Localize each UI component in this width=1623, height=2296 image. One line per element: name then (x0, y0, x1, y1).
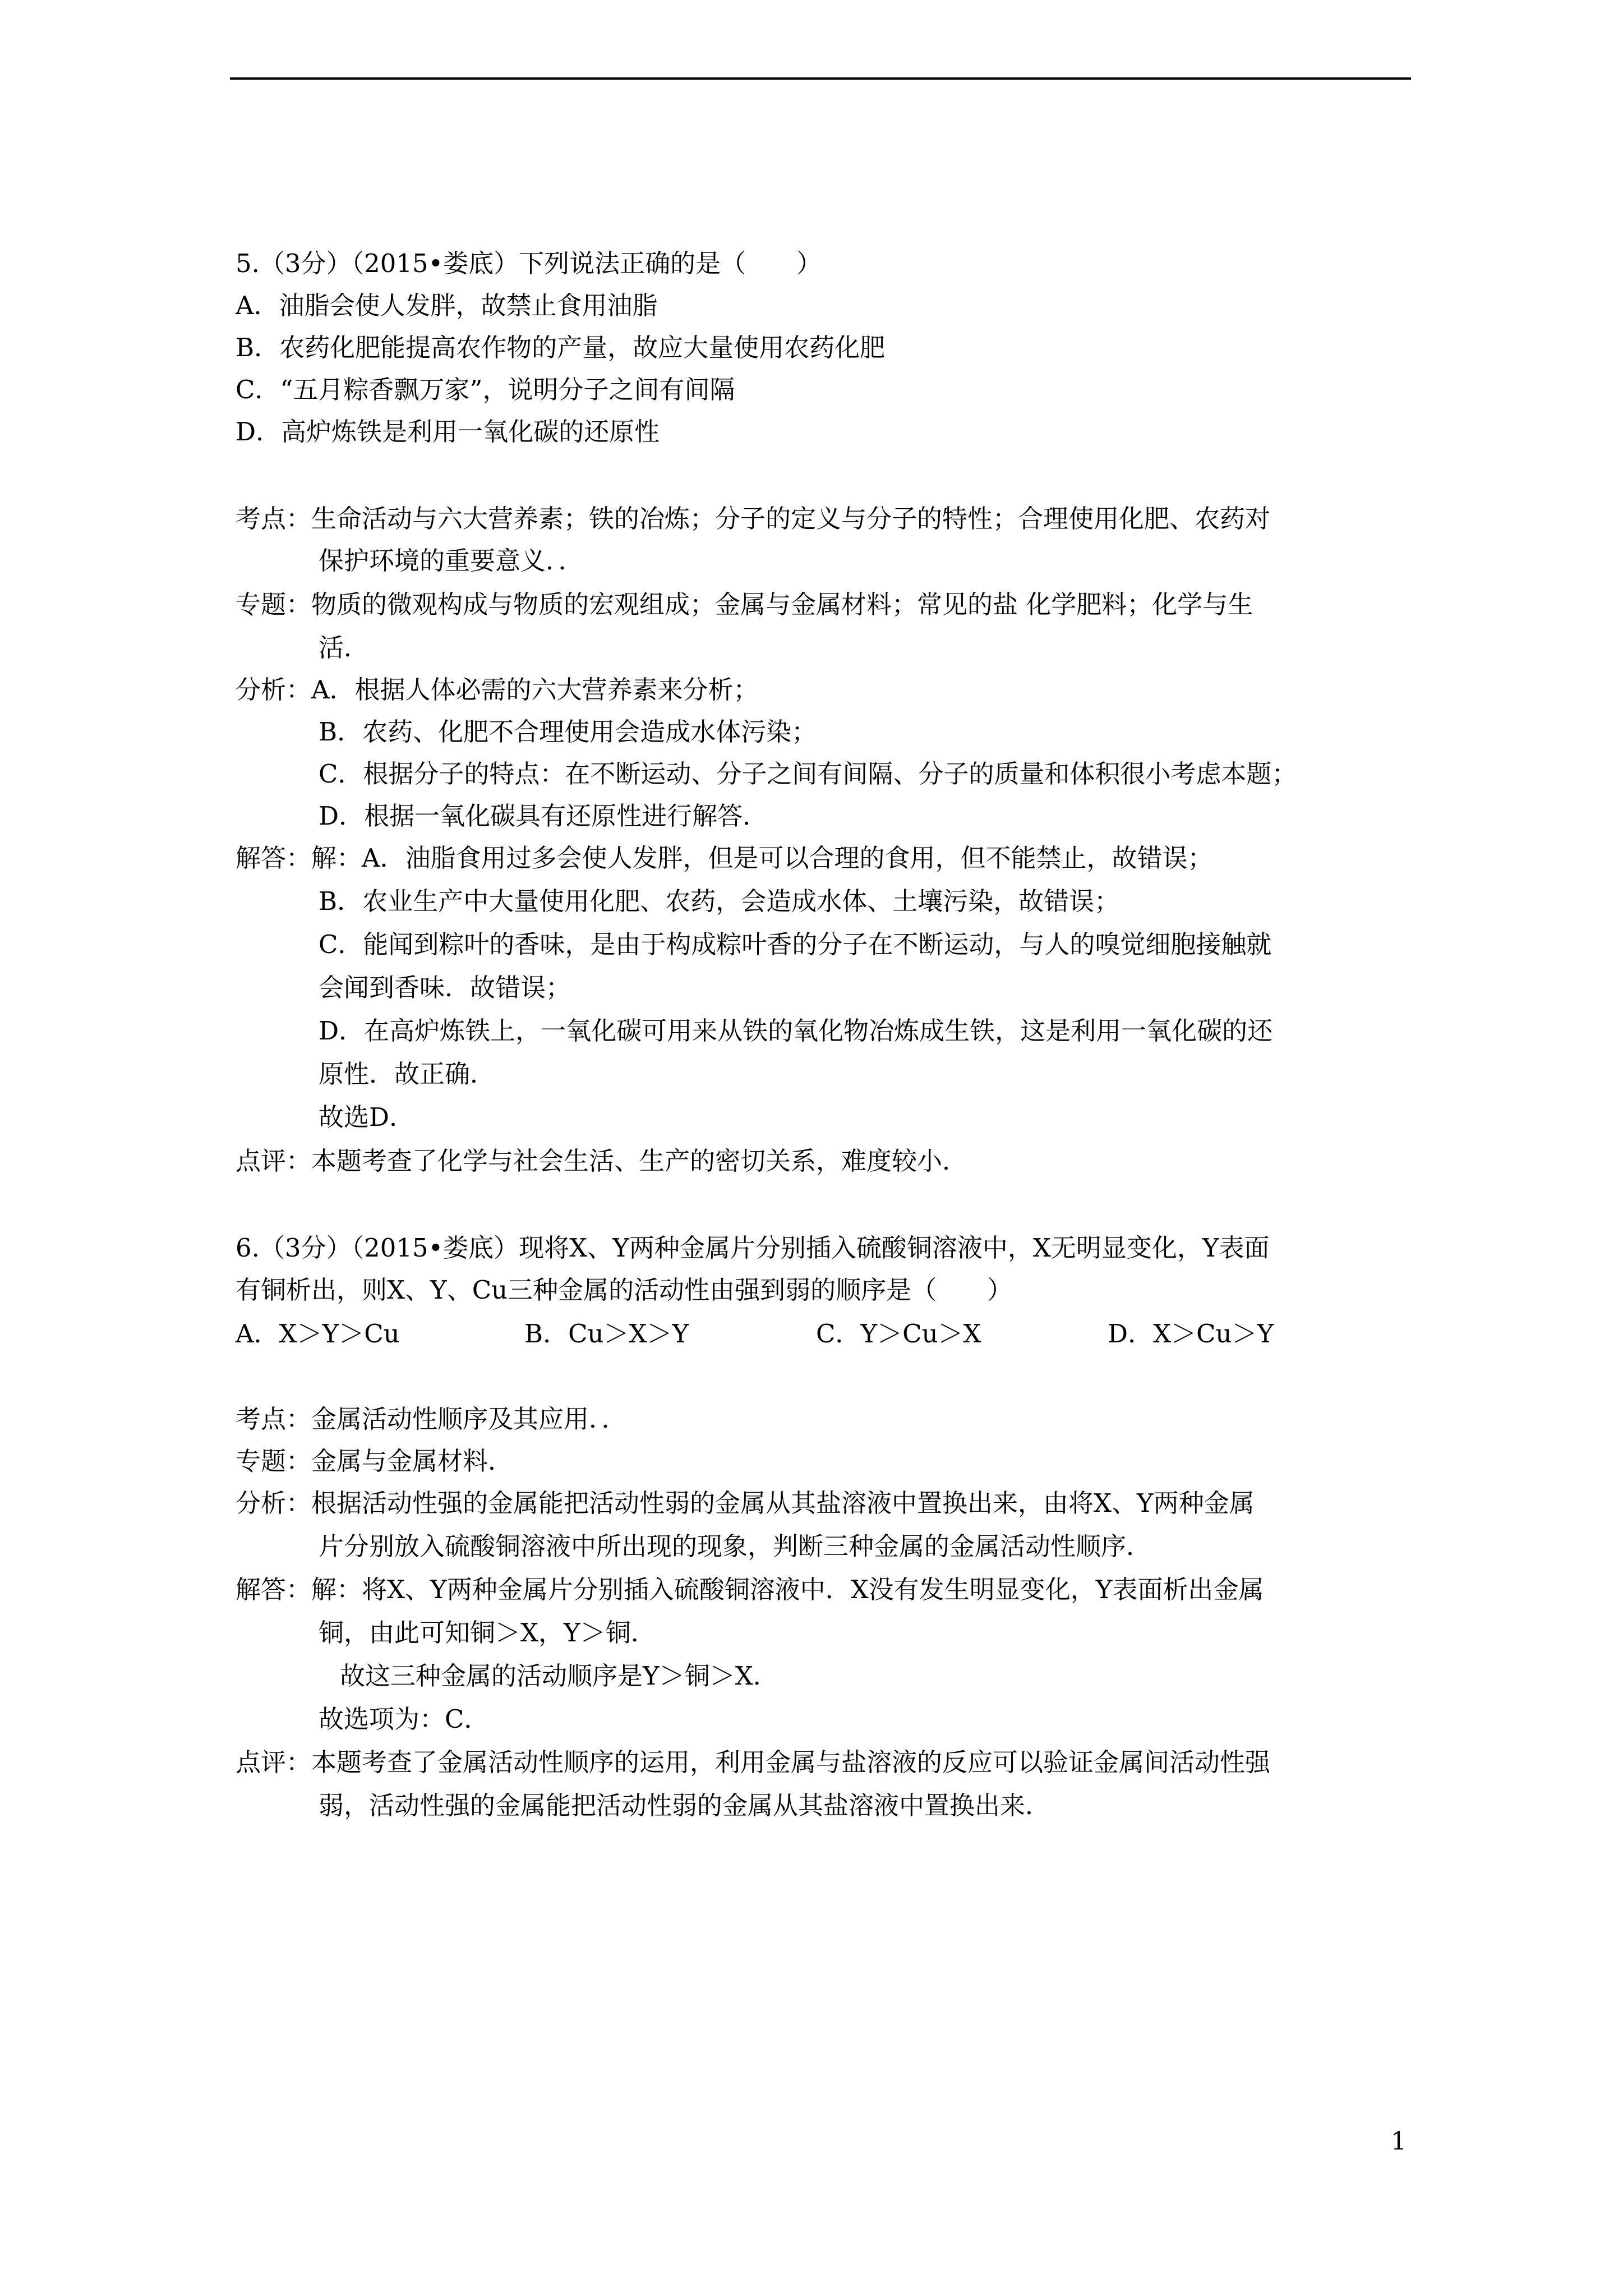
q5-jieda-b: B．农业生产中大量使用化肥、农药，会造成水体、土壤污染，故错误； (319, 886, 1120, 916)
q5-fenxi-b: B．农药、化肥不合理使用会造成水体污染； (319, 717, 817, 747)
q5-kaodian: 考点：生命活动与六大营养素；铁的冶炼；分子的定义与分子的特性；合理使用化肥、农药对 (236, 504, 1271, 533)
q5-fenxi: 分析：A．根据人体必需的六大营养素来分析； (236, 675, 759, 705)
q6-option-c: C．Y＞Cu＞X (816, 1319, 981, 1349)
q5-stem: 5.（3分）（2015•娄底）下列说法正确的是（ ） (236, 249, 822, 278)
q6-jieda-order: 故这三种金属的活动顺序是Y＞铜＞X． (340, 1661, 778, 1691)
q5-jieda-d-cont: 原性．故正确． (319, 1059, 496, 1089)
q5-option-a: A．油脂会使人发胖，故禁止食用油脂 (236, 291, 658, 320)
q5-fenxi-d: D．根据一氧化碳具有还原性进行解答． (319, 801, 768, 831)
q6-dianping-cont: 弱，活动性强的金属能把活动性弱的金属从其盐溶液中置换出来． (319, 1791, 1051, 1820)
page-number: 1 (1391, 2127, 1407, 2156)
q6-fenxi: 分析：根据活动性强的金属能把活动性弱的金属从其盐溶液中置换出来，由将X、Y两种金属 (236, 1488, 1255, 1518)
q5-zhuanti-cont: 活． (319, 633, 370, 662)
q6-stem: 6.（3分）（2015•娄底）现将X、Y两种金属片分别插入硫酸铜溶液中，X无明显变化，Y表面 (236, 1233, 1270, 1263)
q6-jieda-answer: 故选项为：C． (319, 1704, 490, 1734)
q5-jieda-c-cont: 会闻到香味．故错误； (319, 973, 571, 1002)
q6-fenxi-cont: 片分别放入硫酸铜溶液中所出现的现象，判断三种金属的金属活动性顺序． (319, 1531, 1152, 1561)
q5-fenxi-c: C．根据分子的特点：在不断运动、分子之间有间隔、分子的质量和体积很小考虑本题； (319, 759, 1297, 789)
q6-option-d: D．X＞Cu＞Y (1108, 1319, 1274, 1349)
q5-jieda-c: C．能闻到粽叶的香味，是由于构成粽叶香的分子在不断运动，与人的嗅觉细胞接触就 (319, 930, 1272, 959)
q5-zhuanti: 专题：物质的微观构成与物质的宏观组成；金属与金属材料；常见的盐 化学肥料；化学与生 (236, 590, 1253, 619)
q5-option-c: C．“五月粽香飘万家”，说明分子之间有间隔 (236, 375, 735, 404)
q5-jieda-answer: 故选D． (319, 1102, 415, 1132)
q6-stem-cont: 有铜析出，则X、Y、Cu三种金属的活动性由强到弱的顺序是（ ） (236, 1275, 1013, 1305)
q5-option-b: B．农药化肥能提高农作物的产量，故应大量使用农药化肥 (236, 333, 886, 362)
q6-jieda: 解答：解：将X、Y两种金属片分别插入硫酸铜溶液中．X没有发生明显变化，Y表面析出金属 (236, 1575, 1264, 1604)
q6-option-b: B．Cu＞X＞Y (524, 1319, 689, 1349)
q5-jieda: 解答：解：A．油脂食用过多会使人发胖，但是可以合理的食用，但不能禁止，故错误； (236, 843, 1213, 873)
q6-kaodian: 考点：金属活动性顺序及其应用．． (236, 1404, 627, 1434)
q5-jieda-d: D．在高炉炼铁上，一氧化碳可用来从铁的氧化物冶炼成生铁，这是利用一氧化碳的还 (319, 1016, 1273, 1046)
q5-option-d: D．高炉炼铁是利用一氧化碳的还原性 (236, 417, 660, 447)
q6-dianping: 点评：本题考查了金属活动性顺序的运用，利用金属与盐溶液的反应可以验证金属间活动性强 (236, 1747, 1271, 1777)
q5-dianping: 点评：本题考查了化学与社会生活、生产的密切关系，难度较小． (236, 1146, 968, 1176)
q5-kaodian-cont: 保护环境的重要意义．． (319, 546, 584, 576)
q6-jieda-cont: 铜，由此可知铜＞X，Y＞铜． (319, 1618, 656, 1648)
header-rule (230, 77, 1411, 80)
q6-option-a: A．X＞Y＞Cu (236, 1319, 400, 1349)
q6-zhuanti: 专题：金属与金属材料． (236, 1446, 514, 1476)
